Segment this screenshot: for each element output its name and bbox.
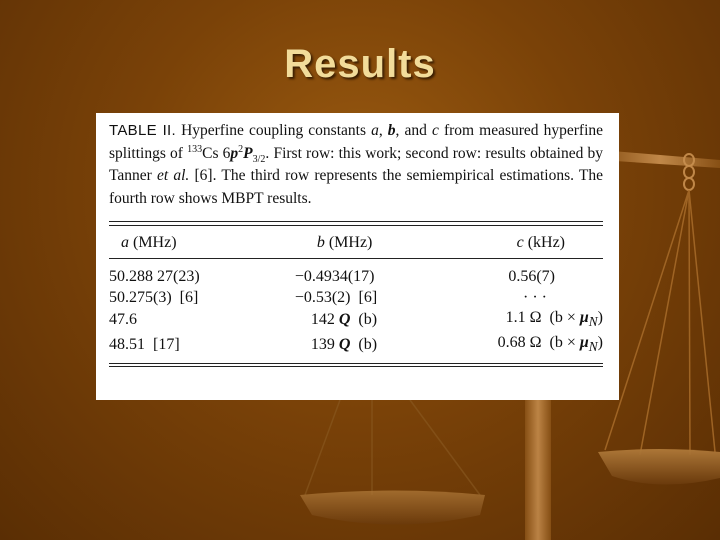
cell-subscript: N: [588, 338, 598, 354]
header-unit: (MHz): [133, 234, 177, 251]
table-row: [109, 308, 603, 333]
cell-b: [287, 333, 435, 358]
cell-note: ): [597, 309, 603, 326]
cell-value: 48.51 [17]: [109, 335, 180, 353]
table-row: [109, 259, 603, 288]
cell-a: [109, 308, 287, 333]
table-header-row: [109, 226, 603, 259]
cell-a: [109, 333, 287, 358]
caption-term: P: [243, 144, 253, 162]
cell-a: [109, 259, 287, 288]
caption-orbital-sup: 2: [238, 143, 244, 155]
cell-c: [435, 333, 603, 358]
cell-value: 50.288 27(23): [109, 268, 200, 285]
cell-b: [287, 288, 435, 309]
caption-text: Hyperfine coupling constants: [175, 122, 372, 139]
cell-note: ): [597, 333, 603, 351]
table-label: TABLE II.: [109, 122, 176, 139]
header-symbol: b: [316, 234, 325, 251]
cell-value: 50.275(3) [6]: [109, 288, 199, 306]
caption-text: from measured hyperfine splittings of: [109, 122, 604, 162]
cell-b: [287, 259, 435, 288]
table-caption: [109, 120, 603, 210]
caption-element: Cs 6: [202, 144, 231, 162]
cell-note: (b): [350, 335, 378, 353]
caption-text: [6]. The third row represents the semiempirical estimations. The fourth row shows MBPT results.: [109, 167, 603, 207]
header-a: [109, 226, 287, 259]
cell-c: [435, 259, 603, 288]
header-unit: (kHz): [527, 234, 565, 251]
cell-value: −0.4934(17): [294, 268, 375, 285]
cell-subscript: N: [588, 314, 598, 330]
cell-value: 1.1 Ω (b ×: [505, 309, 580, 326]
table-figure: [96, 113, 619, 400]
cell-a: [109, 288, 287, 309]
cell-value: 47.6: [109, 311, 137, 329]
caption-sep: , and: [395, 122, 432, 139]
caption-orbital: p: [230, 144, 239, 162]
cell-note: (b): [350, 311, 378, 329]
slide-title: Results: [284, 42, 436, 86]
isotope-mass-number: 133: [187, 143, 203, 155]
caption-var-a: a: [371, 122, 379, 139]
cell-value: 142: [310, 311, 339, 329]
header-symbol: a: [121, 234, 129, 251]
caption-var-c: c: [431, 122, 439, 139]
table-bottom-rule: [109, 363, 603, 367]
header-unit: (MHz): [328, 234, 373, 251]
header-b: [287, 226, 435, 259]
caption-term-sub: 3/2: [252, 153, 266, 165]
cell-value: 0.68 Ω (b ×: [497, 333, 580, 351]
header-symbol: c: [516, 234, 524, 251]
cell-value: 0.56(7): [508, 268, 555, 285]
caption-sep: ,: [378, 122, 388, 139]
cell-c: [435, 308, 603, 333]
caption-var-b: b: [387, 122, 396, 139]
cell-value: 139: [310, 335, 339, 353]
cell-symbol: μ: [579, 333, 589, 351]
table-row: [109, 333, 603, 358]
cell-c: [435, 288, 603, 309]
cell-value: · · ·: [523, 288, 547, 306]
cell-b: [287, 308, 435, 333]
data-table: [109, 226, 603, 357]
caption-text: . First row: this work; second row: results obtained by Tanner: [109, 144, 603, 184]
cell-symbol: Q: [338, 335, 351, 353]
header-c: [435, 226, 603, 259]
cell-symbol: μ: [579, 309, 589, 326]
table-row: [109, 288, 603, 309]
cell-symbol: Q: [338, 311, 351, 329]
cell-value: −0.53(2) [6]: [294, 288, 378, 306]
caption-etal: et al.: [157, 167, 190, 184]
